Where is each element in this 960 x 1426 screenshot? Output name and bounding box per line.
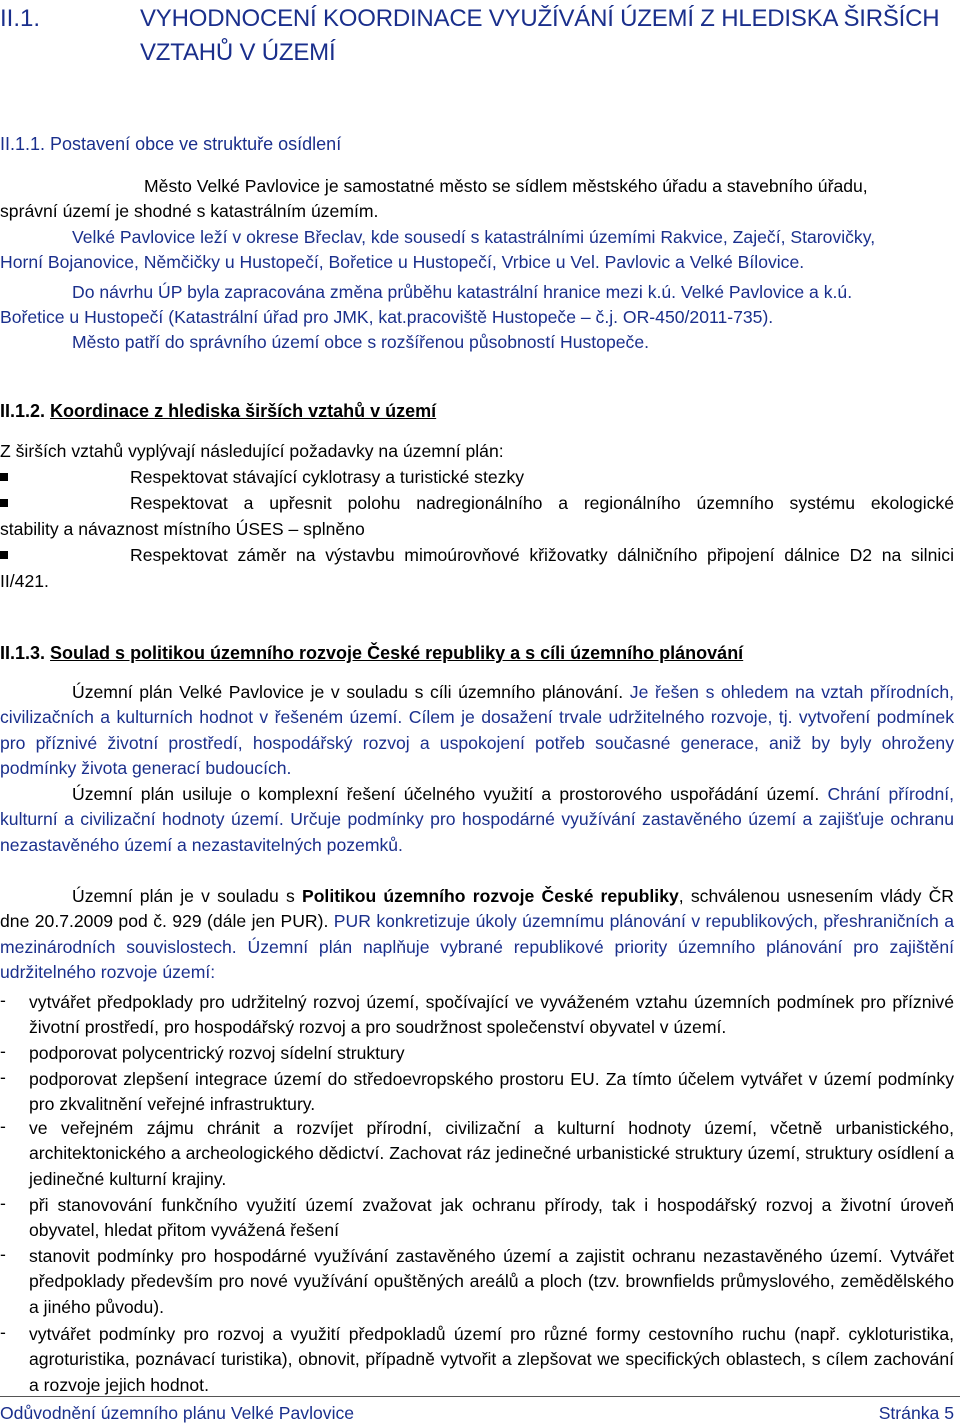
dash-marker: - <box>0 1244 6 1264</box>
section-2-number: II.1.2. <box>0 401 46 421</box>
s3-p1-a: Územní plán Velké Pavlovice je v souladu s cíli územního plánování. <box>72 682 624 702</box>
section-2-intro: Z širších vztahů vyplývají následující požadavky na územní plán: <box>0 441 504 461</box>
bullet-item-1: Respektovat stávající cyklotrasy a turistické stezky <box>130 467 525 487</box>
section-2-title: Koordinace z hlediska širších vztahů v území <box>50 401 437 421</box>
main-heading-line-1: VYHODNOCENÍ KOORDINACE VYUŽÍVÁNÍ ÚZEMÍ Z HLEDISKA ŠIRŠÍCH <box>140 5 940 32</box>
priority-text-6: stanovit podmínky pro hospodárné využívání zastavěného území a zajistit ochranu nezastavěného území. Vytvářet předpoklady především pro nové využívání opuštěných areálů a ploch (tzv. brownfields průmyslového, zemědělského a jiného původu). <box>29 1246 954 1317</box>
section-2-heading <box>0 400 436 422</box>
dash-marker: - <box>0 1193 6 1213</box>
priority-text-5: při stanovování funkčního využití území zvažovat jak ochranu přírody, tak i hospodářský rozvoj a životní úroveň obyvatel, hledat přitom vyvážená řešení <box>29 1195 954 1241</box>
s3-p3-c: PUR konkretizuje úkoly územnímu plánování v republikových, přeshraničních a mezinárodních souvislostech. Územní plán naplňuje vybrané republikové priority územního plánování pro zajištění udržitelného rozvoje území: <box>0 911 954 982</box>
bullet-marker-1 <box>0 473 8 481</box>
section-3-paragraph-3 <box>0 884 954 985</box>
section-1-heading: II.1.1. Postavení obce ve struktuře osídlení <box>0 134 342 154</box>
footer-page-number: Stránka 5 <box>878 1403 954 1423</box>
bullet-marker-3 <box>0 551 8 559</box>
s3-p3-a: Územní plán je v souladu s <box>72 886 302 906</box>
dash-marker: - <box>0 1067 6 1087</box>
section-3-heading <box>0 642 743 664</box>
section-1-paragraph-3 <box>0 280 954 331</box>
footer-document-title: Odůvodnění územního plánu Velké Pavlovice <box>0 1403 355 1423</box>
bullet-item-2: Respektovat a upřesnit polohu nadregionálního a regionálního územního systému ekologické <box>130 493 954 513</box>
dash-marker: - <box>0 990 6 1010</box>
priority-text-7: vytvářet podmínky pro rozvoj a využití předpokladů území pro různé formy cestovního ruchu (např. cykloturistika, agroturistika, poznávací turistika), obnovit, případně vytvořit a zlepšovat we specifických oblastech, s cílem zachování a rozvoje jejich hodnot. <box>29 1324 954 1395</box>
s1-p3-rest: Bořetice u Hustopečí (Katastrální úřad pro JMK, kat.pracoviště Hustopeče – č.j. OR-450/2011-735). <box>0 307 774 328</box>
section-3-paragraph-2 <box>0 782 954 858</box>
section-1-paragraph-2 <box>0 225 954 276</box>
section-1-paragraph-1 <box>0 174 954 225</box>
dash-marker: - <box>0 1041 6 1061</box>
s3-p2-b: Chrání přírodní, kulturní a civilizační hodnoty území. Určuje podmínky pro hospodárné využívání zastavěného území a zajišťuje ochranu nezastavěného území a nezastavitelných pozemků. <box>0 784 955 855</box>
s1-p1-rest: správní území je shodné s katastrálním územím. <box>0 201 379 222</box>
bullet-marker-2 <box>0 499 8 507</box>
main-heading-number: II.1. <box>0 5 41 32</box>
section-3-paragraph-1 <box>0 680 954 781</box>
s3-p2-a: Územní plán usiluje o komplexní řešení účelného využití a prostorového uspořádání území. <box>72 784 820 804</box>
priority-text-4: ve veřejném zájmu chránit a rozvíjet přírodní, civilizační a kulturní hodnoty území, včetně urbanistického, architektonického a archeologického dědictví. Zachovat ráz jedinečné urbanistické struktury území, struktury osídlení a jedinečné kulturní krajiny. <box>29 1118 954 1189</box>
s1-p2-lead: Velké Pavlovice leží v okrese Břeclav, kde sousedí s katastrálními územími Rakvice, Zaječí, Starovičky, <box>72 227 876 247</box>
s3-p3-bold: Politikou územního rozvoje České republiky <box>301 886 679 906</box>
s3-p1-b: Je řešen s ohledem na vztah přírodních, civilizačních a kulturních hodnot v řešeném území. Cílem je dosažení trvale udržitelného rozvoje, tj. vytvoření podmínek pro příznivé životní prostředí, hospodářský rozvoj a uspokojení potřeb současné generace, aniž by byly ohroženy podmínky života generací budoucích. <box>0 682 954 778</box>
bullet-item-3: Respektovat záměr na výstavbu mimoúrovňové křižovatky dálničního připojení dálnice D2 na silnici <box>130 545 954 565</box>
s1-p2-rest: Horní Bojanovice, Němčičky u Hustopečí, Bořetice u Hustopečí, Vrbice u Vel. Pavlovic a Velké Bílovice. <box>0 252 805 273</box>
s1-p1-lead: Město Velké Pavlovice je samostatné město se sídlem městského úřadu a stavebního úřadu, <box>144 176 868 196</box>
section-1-paragraph-4: Město patří do správního území obce s rozšířenou působností Hustopeče. <box>72 332 650 352</box>
main-heading-line-2: VZTAHŮ V ÚZEMÍ <box>140 39 336 66</box>
priority-text-3: podporovat zlepšení integrace území do středoevropského prostoru EU. Za tímto účelem vytvářet v území podmínky pro zkvalitnění veřejné infrastruktury. <box>29 1069 954 1115</box>
dash-marker: - <box>0 1322 6 1342</box>
dash-marker: - <box>0 1116 6 1136</box>
section-3-title: Soulad s politikou územního rozvoje České republiky a s cíli územního plánování <box>50 643 744 663</box>
s3-p3-b: , schválenou usnesením vlády ČR dne 20.7.2009 pod č. 929 (dále jen PUR). <box>0 886 954 932</box>
bullet-item-2-continued: stability a návaznost místního ÚSES – splněno <box>0 519 365 539</box>
bullet-item-3-continued: II/421. <box>0 571 49 591</box>
section-3-number: II.1.3. <box>0 643 46 663</box>
page-footer <box>0 1396 960 1423</box>
s1-p3-lead: Do návrhu ÚP byla zapracována změna průběhu katastrální hranice mezi k.ú. Velké Pavlovice a k.ú. <box>72 282 853 302</box>
priority-text-1: vytvářet předpoklady pro udržitelný rozvoj území, spočívající ve vyváženém vztahu územních podmínek pro příznivé životní prostředí, pro hospodářský rozvoj a pro soudržnost společenství obyvatel v území. <box>29 992 954 1038</box>
priority-text-2: podporovat polycentrický rozvoj sídelní struktury <box>29 1043 405 1063</box>
